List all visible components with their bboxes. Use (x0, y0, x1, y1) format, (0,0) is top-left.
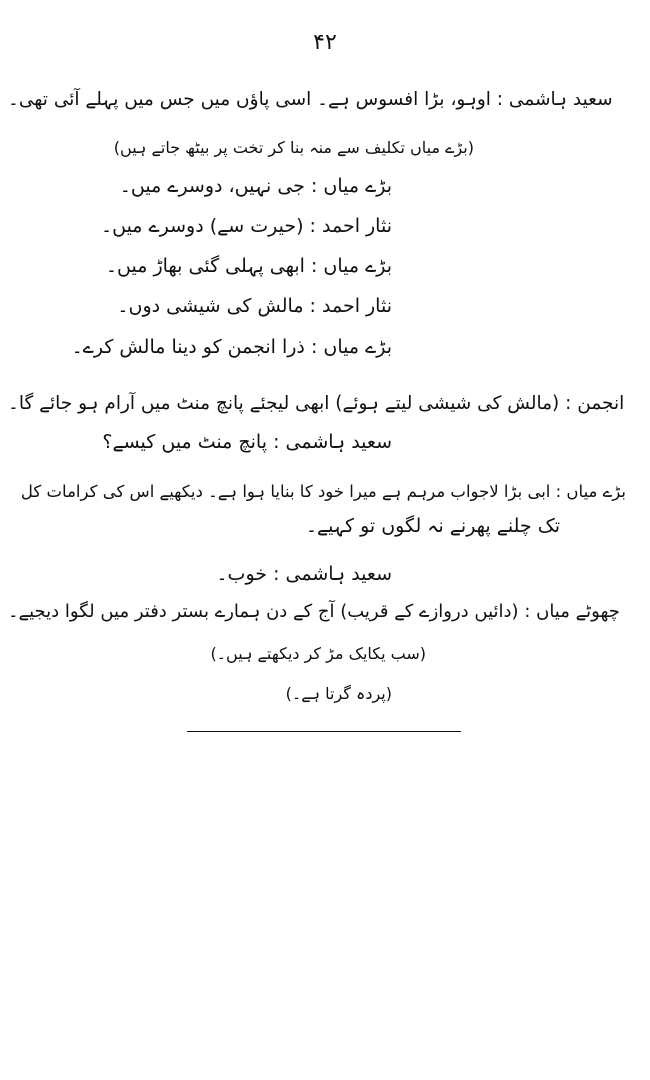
dialogue-line (8, 390, 624, 418)
dialogue-line (120, 172, 392, 200)
dialogue-line (8, 598, 620, 626)
dialogue-line (21, 478, 626, 506)
dialogue-line (106, 252, 392, 280)
dialogue-text: اوہو، بڑا افسوس ہے۔ اسی پاؤں میں جس میں پہلے آئی تھی۔ (8, 89, 491, 110)
dialogue-line (102, 428, 392, 456)
stage-direction (286, 680, 392, 708)
stage-direction (210, 640, 426, 668)
dialogue-text: مالش کی شیشی دوں۔ (117, 295, 304, 317)
dialogue-text: ذرا انجمن کو دینا مالش کرے۔ (71, 336, 305, 358)
stage-direction-text: (پردہ گرتا ہے۔) (285, 684, 392, 703)
dialogue-text: (دائیں دروازے کے قریب) آج کے دن ہمارے بستر دفتر میں لگوا دیجیے۔ (8, 601, 519, 622)
dialogue-line (216, 560, 392, 588)
speaker-label: بڑے میاں : (555, 482, 626, 501)
dialogue-line (72, 333, 392, 361)
page-number: ۴۲ (313, 30, 337, 55)
dialogue-line (101, 212, 392, 240)
stage-direction-text: (سب یکایک مڑ کر دیکھتے ہیں۔) (210, 644, 426, 663)
speaker-label: نثار احمد : (309, 295, 392, 317)
speaker-label: بڑے میاں : (310, 175, 392, 197)
speaker-label: انجمن : (565, 393, 625, 414)
dialogue-text: تک چلنے پھرنے نہ لگوں تو کہیے۔ (305, 515, 560, 537)
speaker-label: سعید ہاشمی : (496, 89, 613, 110)
speaker-label: بڑے میاں : (310, 255, 392, 277)
speaker-label: بڑے میاں : (310, 336, 392, 358)
end-of-scene-rule (187, 731, 461, 732)
stage-direction (114, 134, 474, 162)
speaker-label: سعید ہاشمی : (273, 431, 392, 453)
dialogue-text: (حیرت سے) دوسرے میں۔ (100, 215, 304, 237)
dialogue-continuation (306, 512, 560, 540)
dialogue-text: جی نہیں، دوسرے میں۔ (119, 175, 305, 197)
dialogue-text: ابھی پہلی گئی بھاڑ میں۔ (105, 255, 305, 277)
dialogue-text: پانچ منٹ میں کیسے؟ (102, 431, 268, 453)
dialogue-line (8, 86, 613, 114)
speaker-label: سعید ہاشمی : (273, 563, 392, 585)
dialogue-text: ابی بڑا لاجواب مرہم ہے میرا خود کا بنایا ہوا ہے۔ دیکھیے اس کی کرامات کل (20, 482, 551, 501)
speaker-label: نثار احمد : (309, 215, 392, 237)
dialogue-text: خوب۔ (216, 563, 268, 585)
stage-direction-text: (بڑے میاں تکلیف سے منہ بنا کر تخت پر بیٹھ جاتے ہیں) (113, 138, 474, 157)
dialogue-line (117, 292, 392, 320)
speaker-label: چھوٹے میاں : (524, 601, 620, 622)
dialogue-text: (مالش کی شیشی لیتے ہوئے) ابھی لیجئے پانچ منٹ میں آرام ہو جائے گا۔ (8, 393, 560, 414)
